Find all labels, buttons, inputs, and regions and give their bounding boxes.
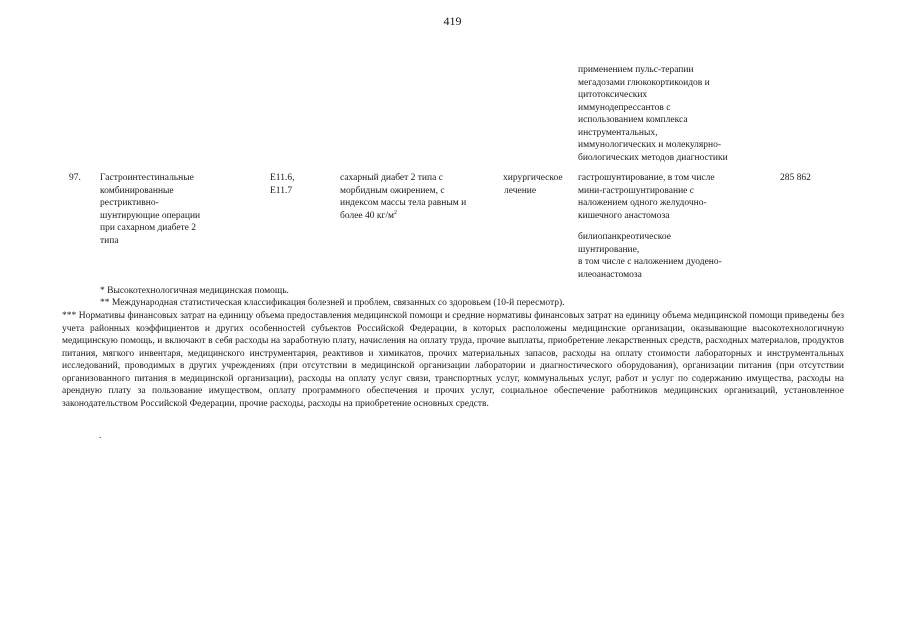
procedure-name-line: комбинированные <box>100 185 174 196</box>
method-line: иммунодепрессантов с <box>578 102 671 113</box>
footnote-3: *** Нормативы финансовых затрат на единицу объема предоставления медицинской помощи и средние нормативы финансовых затрат на единицу объема медицинской помощи приведены без учета районных коэффициентов и других особенностей субъектов Российской Федерации, в которых расположены медицинские организации, оказывающие высокотехнологичную медицинскую помощь, и включают в себя расходы на заработную плату, начисления на оплату труда, прочие выплаты, приобретение лекарственных средств, расходных материалов, продуктов питания, мягкого инвентаря, медицинского инструментария, реактивов и химикатов, прочих материальных запасов, расходы на оплату стоимости лабораторных и инструментальных исследований, проводимых в других учреждениях (при отсутствии в медицинской организации лаборатории и диагностического оборудования), организации питания (при отсутствии организованного питания в медицинской организации), расходы на оплату услуг связи, транспортных услуг, коммунальных услуг, работ и услуг по содержанию имущества, расходы на арендную плату за пользование имуществом, оплату программного обеспечения и прочих услуг, социальное обеспечение работников медицинских организаций, установленное законодательством Российской Федерации, прочие расходы, расходы на приобретение основных средств. <box>62 311 844 409</box>
row-number: 97. <box>69 173 81 183</box>
diagnosis-code: E11.6, <box>270 173 295 183</box>
unit-superscript: 2 <box>394 209 398 216</box>
continuation-method-cell <box>578 64 728 164</box>
footnote-2: ** Международная статистическая классификация болезней и проблем, связанных со здоровьем (10-й пересмотр). <box>100 298 565 308</box>
treatment-method-cell-2 <box>578 231 722 281</box>
patient-model-cell <box>340 172 466 222</box>
cost-value: 285 862 <box>780 173 811 183</box>
treatment-method-line: в том числе с наложением дуодено- <box>578 257 722 267</box>
footnote-1: * Высокотехнологичная медицинская помощь. <box>100 286 289 296</box>
treatment-method-line: мини-гастрошунтирование с <box>578 185 694 196</box>
patient-model-line: сахарный диабет 2 типа с <box>340 173 443 183</box>
treatment-method-line: кишечного анастомоза <box>578 210 670 221</box>
procedure-name-line: рестриктивно- <box>100 198 159 208</box>
treatment-method-cell-1 <box>578 172 715 222</box>
treatment-method-line: гастрошунтирование, в том числе <box>578 173 715 183</box>
method-line: иммунологических и молекулярно- <box>578 140 722 150</box>
method-line: инструментальных, <box>578 127 658 138</box>
treatment-type-line: лечение <box>504 185 537 196</box>
treatment-type-cell <box>503 172 563 197</box>
method-line: биологических методов диагностики <box>578 152 728 163</box>
method-line: цитотоксических <box>578 90 648 100</box>
method-line: мегадозами глюкокортикоидов и <box>578 77 710 88</box>
procedure-name-cell <box>100 172 200 247</box>
trailing-mark: . <box>99 431 102 441</box>
diagnosis-codes-cell <box>270 172 294 197</box>
patient-model-line: морбидным ожирением, с <box>340 185 445 196</box>
procedure-name-line: типа <box>100 235 119 246</box>
procedure-name-line: шунтирующие операции <box>100 210 201 221</box>
method-line: использованием комплекса <box>578 115 688 125</box>
procedure-name-line: при сахарном диабете 2 <box>100 223 197 233</box>
patient-model-last-line: более 40 кг/м <box>340 210 395 221</box>
diagnosis-code: E11.7 <box>270 185 293 196</box>
procedure-name-line: Гастроинтестинальные <box>100 173 194 183</box>
patient-model-line <box>340 210 466 223</box>
treatment-method-line: шунтирование, <box>578 244 640 255</box>
treatment-method-line: наложением одного желудочно- <box>578 198 707 208</box>
method-line: применением пульс-терапии <box>578 65 694 75</box>
page-number: 419 <box>443 14 462 28</box>
patient-model-line: индексом массы тела равным и <box>340 198 467 208</box>
treatment-method-line: илеоанастомоза <box>578 269 642 280</box>
treatment-type-line: хирургическое <box>503 173 563 183</box>
treatment-method-line: билиопанкреотическое <box>578 232 671 242</box>
